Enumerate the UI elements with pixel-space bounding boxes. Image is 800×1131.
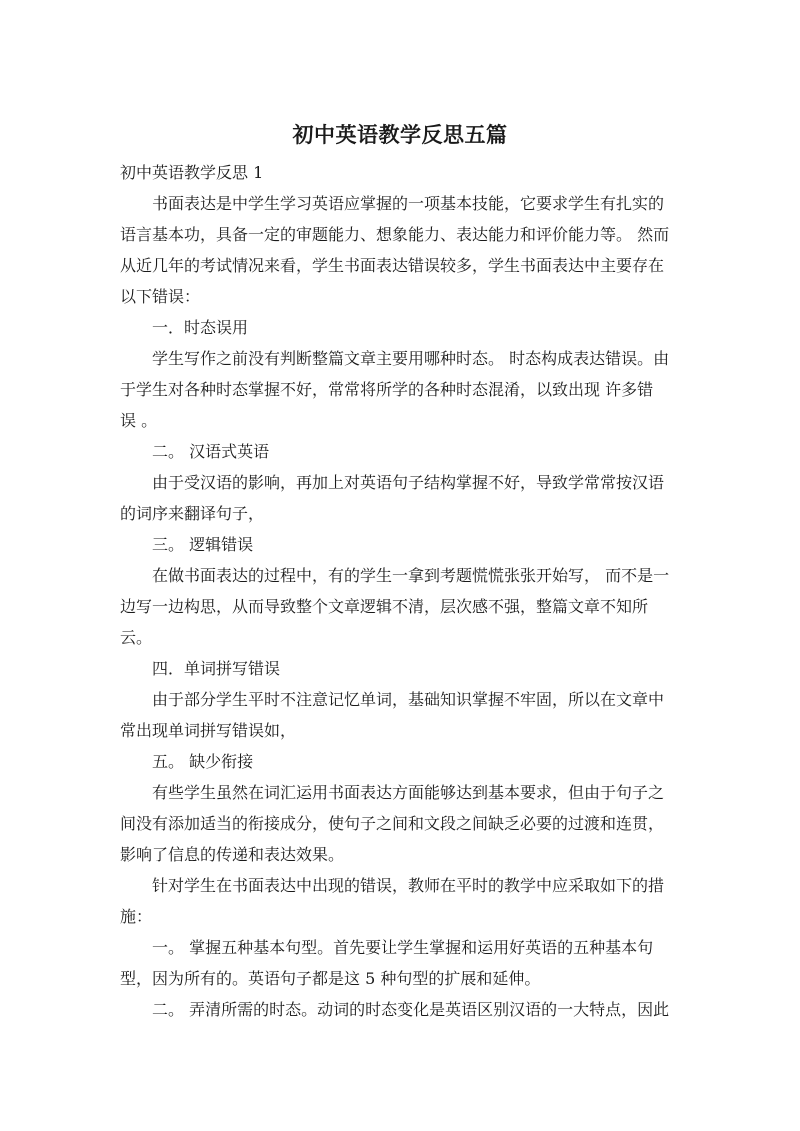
paragraph-line: 有些学生虽然在词汇运用书面表达方面能够达到基本要求，但由于句子之: [120, 783, 665, 802]
paragraph-line: 在做书面表达的过程中，有的学生一拿到考题慌慌张张开始写， 而不是一: [120, 566, 670, 585]
paragraph-line: 的词序来翻译句子，: [120, 504, 265, 523]
paragraph-line: 语言基本功，具备一定的审题能力、想象能力、表达能力和评价能力等。 然而: [120, 225, 670, 244]
document-title: 初中英语教学反思五篇: [292, 123, 508, 147]
paragraph-line: 针对学生在书面表达中出现的错误，教师在平时的教学中应采取如下的措: [120, 876, 665, 895]
paragraph-line: 以下错误：: [120, 287, 201, 306]
paragraph-line: 间没有添加适当的衔接成分，使句子之间和文段之间缺乏必要的过渡和连贯，: [120, 814, 665, 833]
paragraph-line: 从近几年的考试情况来看，学生书面表达错误较多，学生书面表达中主要存在: [120, 256, 665, 275]
list-heading: 五。 缺少衔接: [120, 752, 254, 771]
paragraph-line: 常出现单词拼写错误如，: [120, 721, 297, 740]
paragraph-line: 二。 弄清所需的时态。动词的时态变化是英语区别汉语的一大特点，因此: [120, 1000, 670, 1019]
paragraph-line: 学生写作之前没有判断整篇文章主要用哪种时态。 时态构成表达错误。由: [120, 349, 670, 368]
paragraph-line: 云。: [120, 628, 153, 647]
paragraph-line: 由于部分学生平时不注意记忆单词，基础知识掌握不牢固，所以在文章中: [120, 690, 665, 709]
paragraph-line: 边写一边构思，从而导致整个文章逻辑不清，层次感不强，整篇文章不知所: [120, 597, 649, 616]
paragraph-line: 型，因为所有的。英语句子都是这 5 种句型的扩展和延伸。: [120, 969, 541, 988]
list-heading: 三。 逻辑错误: [120, 535, 254, 554]
paragraph-line: 影响了信息的传递和表达效果。: [120, 845, 345, 864]
paragraph-line: 由于受汉语的影响，再加上对英语句子结构掌握不好，导致学常常按汉语: [120, 473, 665, 492]
paragraph-line: 书面表达是中学生学习英语应掌握的一项基本技能，它要求学生有扎实的: [120, 194, 665, 213]
list-heading: 一．时态误用: [120, 318, 249, 337]
document-body: [120, 157, 685, 1025]
list-heading: 四．单词拼写错误: [120, 659, 281, 678]
paragraph-line: 误 。: [120, 411, 158, 430]
list-heading: 二。 汉语式英语: [120, 442, 270, 461]
paragraph-line: 一。 掌握五种基本句型。首先要让学生掌握和运用好英语的五种基本句: [120, 938, 654, 957]
paragraph-line: 于学生对各种时态掌握不好，常常将所学的各种时态混淆，以致出现 许多错: [120, 380, 654, 399]
section-heading: 初中英语教学反思 1: [120, 163, 264, 182]
paragraph-line: 施：: [120, 907, 153, 926]
